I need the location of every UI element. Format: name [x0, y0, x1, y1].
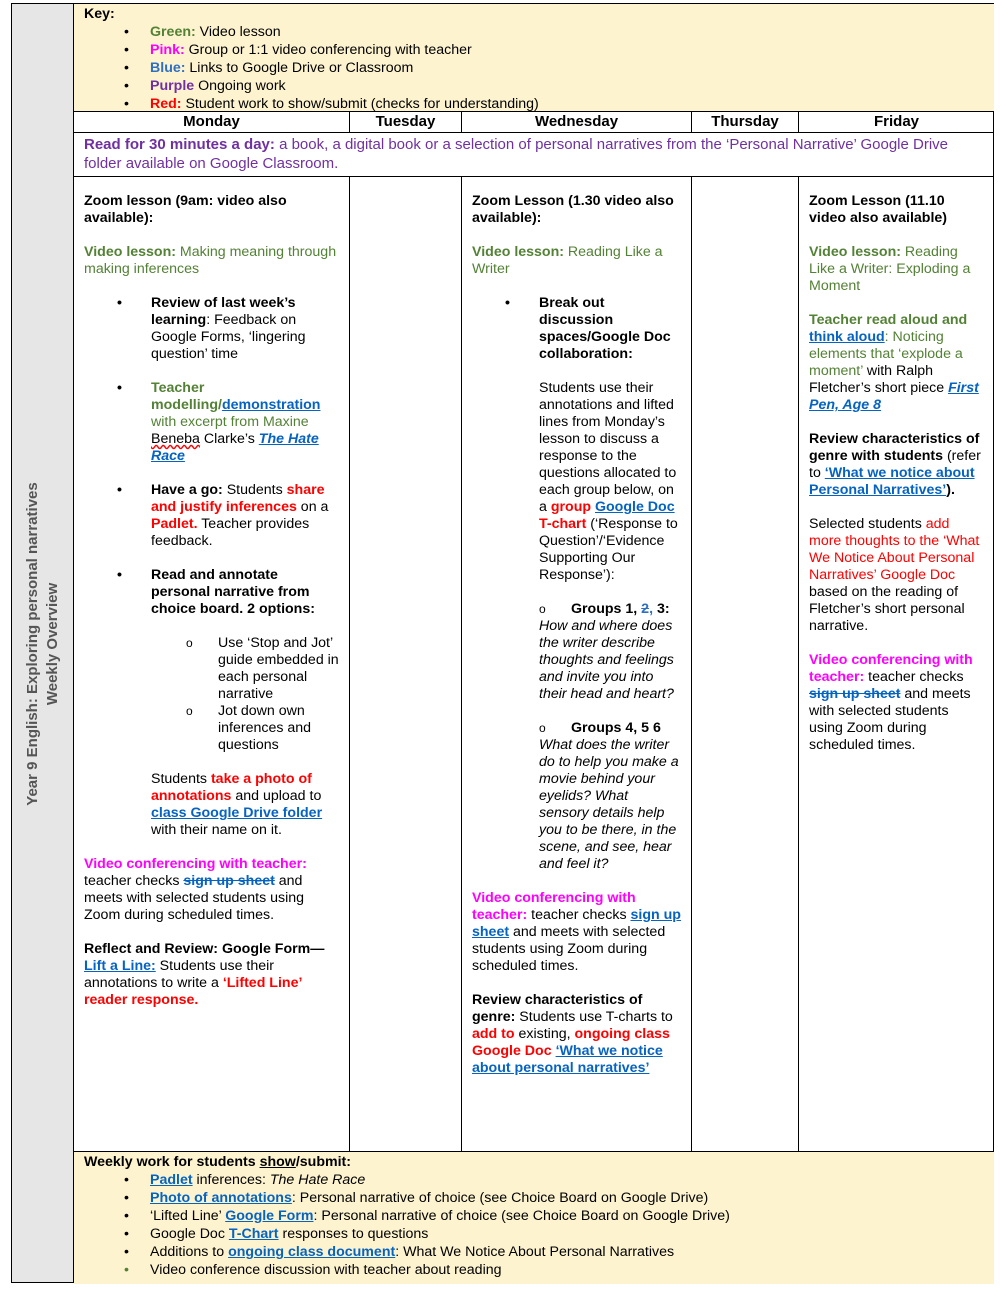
wednesday-column: [462, 177, 692, 1151]
breakout-text2: (‘Response to Question’/‘Evidence Supporting Our Response’):: [539, 516, 678, 583]
key-label-green: Green:: [150, 24, 196, 40]
monday-video-label: Video lesson:: [84, 244, 176, 260]
weekly-item-video-conference: • Video conference discussion with teacher about reading: [84, 1261, 984, 1279]
wednesday-review-ongoing: ongoing class Google Doc: [472, 1026, 670, 1059]
weekly-item-lifted-line: [84, 1207, 984, 1225]
weekly-title-text1: Weekly work for students: [84, 1154, 260, 1170]
key-item-red: [84, 95, 984, 113]
daily-reading-row: [74, 133, 994, 177]
wednesday-review-characteristics: [472, 992, 681, 1077]
weekly-work-list: [84, 1171, 984, 1279]
groups-three: 3:: [653, 601, 670, 617]
friday-sign-up-sheet-link[interactable]: sign up sheet: [809, 686, 901, 702]
groups-comma: ,: [649, 601, 654, 617]
wednesday-sign-up-sheet-link[interactable]: sign up sheet: [472, 907, 681, 940]
breakout-group: group: [550, 499, 592, 515]
friday-review-text2: ).: [946, 482, 955, 498]
monday-video-text: Making meaning through making inferences: [84, 244, 337, 277]
breakout-tchart: T-chart: [539, 516, 587, 532]
weekly-item4-text2: responses to questions: [278, 1226, 429, 1242]
monday-photo-instructions: [84, 771, 339, 839]
wednesday-review-text2: existing,: [514, 1026, 575, 1042]
friday-zoom-heading: Zoom Lesson (11.10 video also available): [809, 193, 947, 226]
monday-bullet-review: [84, 295, 339, 363]
read-aloud-green: : Noticing elements that ‘explode a moment’: [809, 329, 963, 379]
key-label-purple: Purple: [150, 78, 195, 94]
annotate-option-2: o Jot down own inferences and questions: [84, 703, 339, 754]
friday-what-we-notice-link[interactable]: ‘What we notice about Personal Narratives’: [809, 465, 975, 498]
thursday-column: [692, 177, 799, 1151]
wednesday-zoom-heading: Zoom Lesson (1.30 video also available):: [472, 193, 674, 226]
selected-students-text1: Selected students: [809, 516, 926, 532]
friday-vc-text2: and meets with selected students using Zoom during scheduled times.: [809, 686, 971, 753]
lift-a-line-link[interactable]: Lift a Line:: [84, 958, 156, 974]
weekly-item3-text1: ‘Lifted Line’: [150, 1208, 226, 1224]
reflect-text: Students use their annotations to write a: [84, 958, 275, 991]
wednesday-vc-text1: teacher checks: [527, 907, 631, 923]
weekly-item-tchart: [84, 1225, 984, 1243]
wednesday-video-lesson: [472, 244, 681, 278]
have-a-go-text1: Students: [222, 482, 287, 498]
wednesday-breakout-instructions: [472, 380, 681, 584]
side-title-cell: [12, 4, 74, 1282]
friday-review-label: Review characteristics of genre with students: [809, 431, 980, 464]
wednesday-groups-4-6: [472, 720, 681, 873]
class-drive-folder-link[interactable]: class Google Drive folder: [151, 805, 323, 821]
table-body: [74, 4, 994, 1282]
wednesday-review-add-to: add to: [472, 1026, 515, 1042]
weekly-item3-text2: : Personal narrative of choice (see Choice Board on Google Drive): [313, 1208, 730, 1224]
breakout-label: Break out discussion spaces/Google Doc collaboration:: [539, 295, 671, 362]
wednesday-video-conferencing: [472, 890, 681, 975]
key-label-blue: Blue:: [150, 60, 186, 76]
monday-vc-text1: teacher checks: [84, 873, 184, 889]
weekly-item-additions: [84, 1243, 984, 1261]
reflect-red: ‘Lifted Line’ reader response.: [84, 975, 302, 1008]
friday-review-text1: (refer to: [809, 448, 981, 481]
groups-1-3-text: Groups 1,: [571, 601, 642, 617]
author-middle-name: Beneba: [151, 431, 200, 447]
monday-review-label: Review of last week’s learning: [151, 295, 296, 328]
monday-modelling-text: with excerpt from Maxine: [151, 414, 309, 430]
first-pen-link[interactable]: First Pen, Age 8: [809, 380, 979, 413]
key-label-red: Red:: [150, 96, 182, 112]
what-we-notice-link[interactable]: ‘What we notice about personal narratives’: [472, 1043, 663, 1076]
think-aloud-link[interactable]: think aloud: [809, 329, 885, 345]
read-aloud-text: with Ralph Fletcher’s short piece: [809, 363, 949, 396]
friday-selected-students: [809, 516, 984, 635]
have-a-go-label: Have a go:: [151, 482, 223, 498]
friday-column: [799, 177, 994, 1151]
friday-vc-label: Video conferencing with teacher:: [809, 652, 973, 685]
friday-video-lesson: [809, 244, 984, 295]
wednesday-video-label: Video lesson:: [472, 244, 564, 260]
key-item-green: [84, 23, 984, 41]
monday-modelling-label: Teacher modelling/: [151, 380, 222, 413]
demonstration-link[interactable]: demonstration: [221, 397, 321, 413]
day-columns: [74, 177, 994, 1152]
weekly-overview-table: [11, 3, 994, 1283]
weekly-item1-text: inferences:: [192, 1172, 270, 1188]
side-title: [23, 482, 63, 805]
tchart-link[interactable]: T-Chart: [228, 1226, 279, 1242]
friday-vc-text1: teacher checks: [864, 669, 964, 685]
friday-video-text: Reading Like a Writer: Exploding a Moment: [809, 244, 971, 294]
monday-zoom-heading: Zoom lesson (9am: video also available):: [84, 193, 287, 226]
photo-text2: and upload to: [231, 788, 322, 804]
key-item-pink: [84, 41, 984, 59]
selected-students-text2: based on the reading of Fletcher’s short personal narrative.: [809, 584, 965, 634]
weekly-work-section: [74, 1152, 994, 1284]
weekly-work-title: [84, 1154, 984, 1171]
monday-bullet-modelling: [84, 380, 339, 465]
monday-bullet-have-a-go: [84, 482, 339, 550]
monday-sign-up-sheet-link[interactable]: sign up sheet: [183, 873, 275, 889]
key-text-purple: Ongoing work: [194, 78, 286, 94]
monday-column: [74, 177, 350, 1151]
side-title-line1: Year 9 English: Exploring personal narratives: [24, 482, 41, 806]
selected-students-red: add more thoughts to the ‘What We Notice About Personal Narratives’ Google Doc: [809, 516, 980, 583]
weekly-item4-text1: Google Doc: [150, 1226, 229, 1242]
weekly-item5-text1: Additions to: [150, 1244, 229, 1260]
key-text-pink: Group or 1:1 video conferencing with teacher: [184, 42, 472, 58]
group1-marker: o: [539, 602, 546, 616]
wednesday-vc-label: Video conferencing with teacher:: [472, 890, 636, 923]
photo-of-annotations-link[interactable]: Photo of annotations: [150, 1190, 292, 1206]
key-title: Key:: [84, 6, 115, 22]
have-a-go-text3: Teacher provides feedback.: [151, 516, 310, 549]
photo-text3: with their name on it.: [151, 822, 282, 838]
day-header-friday: Friday: [873, 113, 919, 130]
weekly-title-text2: /submit:: [295, 1154, 351, 1170]
photo-red: take a photo of annotations: [151, 771, 312, 804]
friday-review-characteristics: [809, 431, 984, 499]
wednesday-groups-1-3: [472, 601, 681, 703]
key-text-red: Student work to show/submit (checks for understanding): [181, 96, 539, 112]
key-text-blue: Links to Google Drive or Classroom: [185, 60, 414, 76]
groups-1-3-question: How and where does the writer describe thoughts and feelings and invite you into their head and heart?: [539, 618, 674, 702]
key-section: [74, 4, 994, 112]
monday-vc-label: Video conferencing with teacher:: [84, 856, 307, 872]
monday-video-conferencing: [84, 856, 339, 924]
annotate-option-1: o Use ‘Stop and Jot’ guide embedded in each personal narrative: [84, 635, 339, 703]
hate-race-link[interactable]: The Hate Race: [151, 431, 319, 464]
groups-1-3-label: [539, 601, 681, 618]
wednesday-video-text: Reading Like a Writer: [472, 244, 663, 277]
day-header-tuesday: Tuesday: [350, 112, 462, 132]
friday-video-conferencing: [809, 652, 984, 754]
annotate-label: Read and annotate personal narrative from choice board. 2 options:: [151, 567, 315, 617]
padlet-link[interactable]: Padlet: [150, 1172, 193, 1188]
weekly-item2-text: : Personal narrative of choice (see Choice Board on Google Drive): [291, 1190, 709, 1206]
monday-vc-text2: and meets with selected students using Zoom during scheduled times.: [84, 873, 305, 923]
groups-4-6-label: Groups 4, 5 6: [571, 720, 661, 736]
weekly-item-photo: [84, 1189, 984, 1207]
breakout-text1: Students use their annotations and lifted lines from Monday’s lesson to discuss a response to the questions allocated to each group below, on a: [539, 380, 677, 515]
wednesday-bullet-breakout: [472, 295, 681, 363]
key-text-green: Video lesson: [195, 24, 281, 40]
have-a-go-padlet: Padlet.: [151, 516, 198, 532]
weekly-title-show: show: [259, 1154, 296, 1170]
monday-reflect-review: [84, 941, 339, 1009]
side-title-line2: Weekly Overview: [44, 582, 61, 706]
weekly-item-padlet: [84, 1171, 984, 1189]
group2-marker: o: [539, 721, 546, 735]
key-item-blue: [84, 59, 984, 77]
groups-4-6-question: What does the writer do to help you make a movie behind your eyelids? What sensory details help you to be there, in the scene, and see, hear and feel it?: [539, 737, 679, 872]
day-header-thursday: Thursday: [692, 112, 799, 132]
key-label-pink: Pink:: [150, 42, 185, 58]
read-aloud-label: Teacher read aloud and: [809, 312, 968, 328]
day-header-monday: Monday: [74, 112, 350, 132]
tuesday-column: [350, 177, 462, 1151]
weekly-item5-text2: : What We Notice About Personal Narratives: [395, 1244, 675, 1260]
friday-video-label: Video lesson:: [809, 244, 901, 260]
have-a-go-red1: share and justify inferences: [151, 482, 325, 515]
daily-reading-label: Read for 30 minutes a day:: [84, 136, 275, 153]
google-doc-link[interactable]: Google Doc: [594, 499, 675, 515]
daily-reading-text: a book, a digital book or a selection of personal narratives from the ‘Personal Narrative’ Google Drive folder available on Google Classroom.: [84, 136, 949, 172]
day-header-row: [74, 112, 994, 133]
wednesday-review-label: Review characteristics of genre:: [472, 992, 643, 1025]
monday-modelling-author: Clarke’s: [199, 431, 259, 447]
google-form-link[interactable]: Google Form: [225, 1208, 314, 1224]
key-list: [84, 23, 984, 113]
weekly-item1-title: The Hate Race: [269, 1172, 366, 1188]
friday-teacher-read-aloud: [809, 312, 984, 414]
wednesday-vc-text2: and meets with selected students using Zoom during scheduled times.: [472, 924, 666, 974]
have-a-go-text2: on a: [296, 499, 329, 515]
monday-video-lesson: [84, 244, 339, 278]
reflect-label: Reflect and Review: Google Form—: [84, 941, 325, 957]
photo-text1: Students: [151, 771, 211, 787]
wednesday-review-text1: Students use T-charts to: [515, 1009, 673, 1025]
ongoing-class-document-link[interactable]: ongoing class document: [228, 1244, 396, 1260]
day-header-wednesday: Wednesday: [462, 112, 692, 132]
monday-bullet-annotate: [84, 567, 339, 618]
key-item-purple: [84, 77, 984, 95]
groups-two-strike: 2: [641, 601, 650, 617]
monday-review-text: : Feedback on Google Forms, ‘lingering question’ time: [151, 312, 306, 362]
